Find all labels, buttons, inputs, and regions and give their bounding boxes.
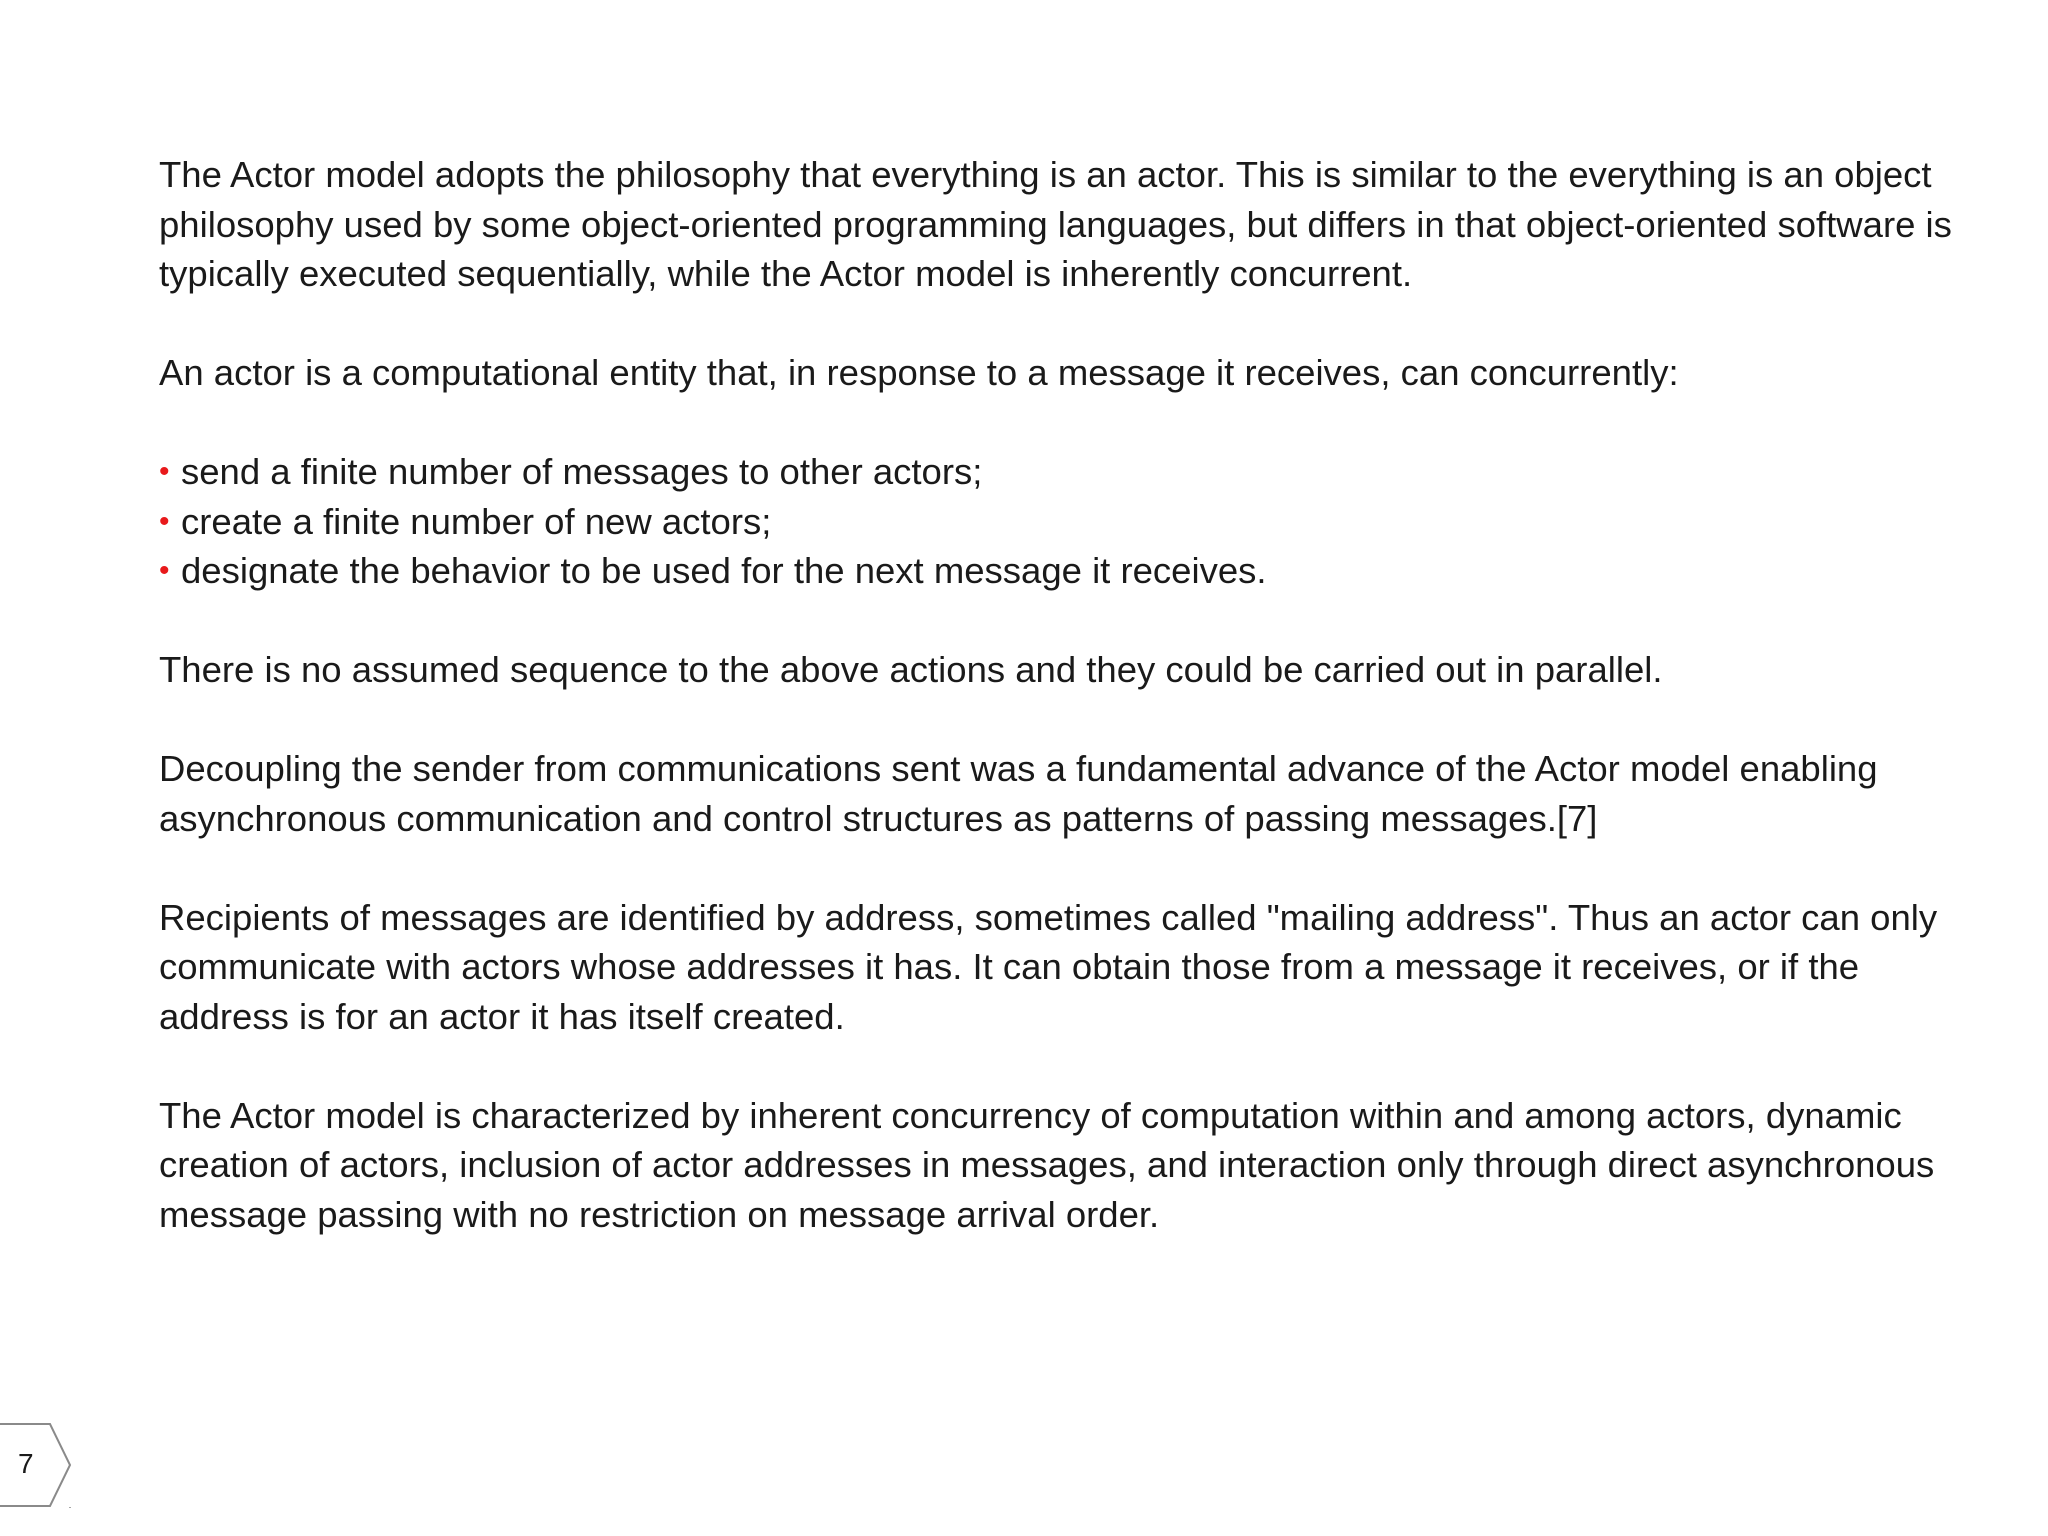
bullet-dot-icon: •: [159, 455, 170, 488]
text-line: asynchronous communication and control structures as patterns of passing messages.[7]: [159, 797, 1598, 839]
paragraph-addresses: [159, 893, 1959, 1042]
bullet-dot-icon: •: [159, 504, 170, 538]
text-line: creation of actors, inclusion of actor addresses in messages, and interaction only through direct asynchronous: [159, 1144, 1935, 1185]
text-line: address is for an actor it has itself created.: [159, 995, 845, 1037]
actor-capabilities-list: [159, 447, 1959, 596]
paragraph-characterization: [159, 1091, 1959, 1240]
text-line: message passing with no restriction on message arrival order.: [159, 1193, 1160, 1235]
text-line: philosophy used by some object-oriented programming languages, but differs in that object-oriented software is: [159, 203, 1952, 245]
text-line: communicate with actors whose addresses it has. It can obtain those from a message it receives, or if the: [159, 946, 1860, 987]
text-line: There is no assumed sequence to the above actions and they could be carried out in parallel.: [159, 649, 1663, 690]
page-number: 7: [18, 1448, 34, 1479]
slide-body: [159, 150, 1959, 1289]
list-item: [159, 546, 1959, 596]
paragraph-actor-philosophy: [159, 150, 1959, 299]
list-item: [159, 447, 1959, 497]
page-number-badge: [0, 1422, 80, 1508]
list-item-text: send a finite number of messages to other actors;: [181, 451, 983, 492]
text-line: The Actor model adopts the philosophy that everything is an actor. This is similar to the everything is an object: [159, 154, 1932, 195]
text-line: Recipients of messages are identified by address, sometimes called "mailing address". Thus an actor can only: [159, 896, 1938, 938]
list-item-text: designate the behavior to be used for the next message it receives.: [181, 550, 1267, 591]
page-badge-outline-icon: [0, 1422, 80, 1508]
text-line: typically executed sequentially, while the Actor model is inherently concurrent.: [159, 253, 1413, 294]
paragraph-actor-definition: [159, 348, 1959, 398]
text-line: An actor is a computational entity that, in response to a message it receives, can concurrently:: [159, 352, 1679, 393]
bullet-dot-icon: •: [159, 554, 170, 587]
paragraph-decoupling: [159, 744, 1959, 843]
list-item: [159, 497, 1959, 547]
text-line: Decoupling the sender from communications sent was a fundamental advance of the Actor model enabling: [159, 748, 1878, 789]
text-line: The Actor model is characterized by inherent concurrency of computation within and among actors, dynamic: [159, 1094, 1902, 1136]
list-item-text: create a finite number of new actors;: [181, 500, 772, 542]
paragraph-no-sequence: [159, 645, 1959, 695]
